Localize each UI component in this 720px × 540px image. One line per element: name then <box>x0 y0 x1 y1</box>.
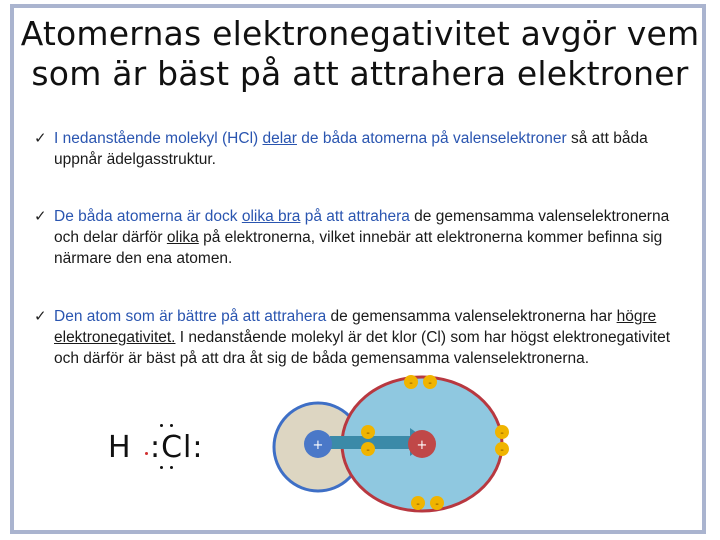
title-line-2: som är bäst på att attrahera elektroner <box>31 54 689 93</box>
checkmark-icon: ✓ <box>34 308 47 325</box>
electron-minus-sign: - <box>500 445 504 456</box>
text-span: de gemensamma valenselektronerna har <box>326 308 617 325</box>
text-span: De båda atomerna är dock <box>54 208 242 225</box>
text-span: delar <box>262 130 297 147</box>
hydrogen-symbol: H <box>108 430 131 465</box>
chlorine-symbol: :Cl: <box>150 430 204 465</box>
chlorine-nucleus <box>408 430 436 458</box>
electron-minus-sign: - <box>409 378 413 389</box>
text-span: på att attrahera <box>300 208 410 225</box>
electron-minus-sign: - <box>435 499 439 510</box>
text-span: olika bra <box>241 208 301 225</box>
checkmark-icon: ✓ <box>34 130 47 147</box>
text-span: på elektronerna, vilket innebär att elektronerna kommer befinna sig närmare den ena atomen. <box>54 229 663 267</box>
text-span: så att båda uppnår ädelgasstruktur. <box>54 130 648 168</box>
text-span: olika <box>166 229 199 246</box>
text-span: de gemensamma valenselektronerna och delar därför <box>54 208 670 246</box>
electron-minus-sign: - <box>366 428 370 439</box>
text-span: I nedanstående molekyl (HCl) <box>54 130 263 147</box>
text-span: högre elektronegativitet. <box>54 308 657 346</box>
electron-minus-sign: - <box>366 445 370 456</box>
electron-minus-sign: - <box>428 378 432 389</box>
checkmark-icon: ✓ <box>34 208 47 225</box>
text-span: Den atom som är bättre på att attrahera <box>54 308 327 325</box>
electron-minus-sign: - <box>500 428 504 439</box>
nucleus-plus-sign: + <box>312 438 324 453</box>
electron-minus-sign: - <box>416 499 420 510</box>
nucleus-plus-sign: + <box>416 438 428 453</box>
hydrogen-nucleus <box>304 430 332 458</box>
title-line-1: Atomernas elektronegativitet avgör vem <box>20 14 700 53</box>
text-span: de båda atomerna på valenselektroner <box>296 130 567 147</box>
text-span: I nedanstående molekyl är det klor (Cl) som har högst elektronegativitet och därför är bäst på att dra åt sig de båda gemensamma valenselektronerna. <box>54 329 671 367</box>
